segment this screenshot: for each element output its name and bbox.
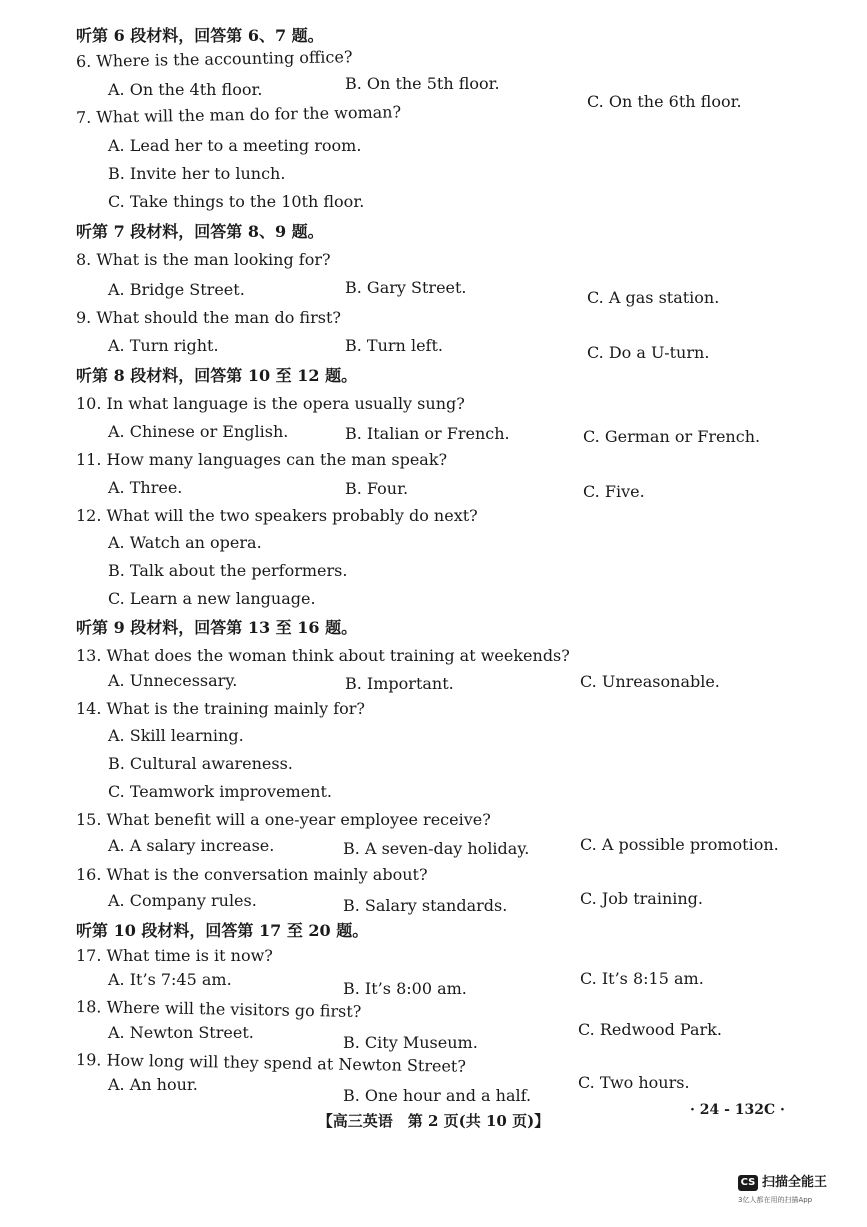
question-17-stem: 17. What time is it now? [76, 946, 273, 965]
question-7-option-b: B. Invite her to lunch. [108, 164, 286, 183]
question-9-option-c: C. Do a U-turn. [587, 343, 710, 362]
question-15-option-c: C. A possible promotion. [580, 835, 779, 854]
question-8-option-c: C. A gas station. [587, 288, 720, 307]
question-6-option-c: C. On the 6th floor. [587, 92, 742, 111]
question-7-option-c: C. Take things to the 10th floor. [108, 192, 365, 211]
question-17-option-b: B. It’s 8:00 am. [343, 979, 467, 998]
question-6-option-b: B. On the 5th floor. [345, 74, 500, 93]
question-19-option-b: B. One hour and a half. [343, 1086, 532, 1105]
question-9-option-a: A. Turn right. [108, 336, 219, 355]
question-7-stem: 7. What will the man do for the woman? [75, 102, 402, 127]
question-15-option-b: B. A seven-day holiday. [343, 839, 530, 858]
section-heading-6: 听第 6 段材料，回答第 6、7 题。 [76, 26, 324, 45]
scanner-app-name: 扫描全能王 [762, 1175, 828, 1190]
question-12-stem: 12. What will the two speakers probably do next? [76, 506, 478, 525]
question-6-stem: 6. Where is the accounting office? [75, 47, 353, 71]
question-16-option-a: A. Company rules. [108, 891, 257, 910]
question-13-option-a: A. Unnecessary. [108, 671, 238, 690]
scanner-tagline: 3亿人都在用的扫描App [738, 1196, 813, 1204]
question-8-option-b: B. Gary Street. [345, 278, 467, 297]
scanner-watermark [738, 1175, 858, 1215]
question-8-option-a: A. Bridge Street. [108, 280, 245, 299]
question-6-option-a: A. On the 4th floor. [108, 80, 263, 99]
question-12-option-a: A. Watch an opera. [108, 533, 262, 552]
question-16-stem: 16. What is the conversation mainly about? [76, 865, 428, 884]
question-15-stem: 15. What benefit will a one-year employee receive? [76, 810, 491, 829]
question-19-option-a: A. An hour. [108, 1075, 198, 1094]
question-19-stem: 19. How long will they spend at Newton Street? [75, 1050, 467, 1076]
exam-code: · 24 - 132C · [690, 1102, 785, 1118]
question-10-option-b: B. Italian or French. [345, 424, 510, 443]
question-17-option-a: A. It’s 7:45 am. [108, 970, 232, 989]
question-7-option-a: A. Lead her to a meeting room. [108, 136, 362, 155]
question-18-stem: 18. Where will the visitors go first? [75, 997, 362, 1021]
question-14-option-c: C. Teamwork improvement. [108, 782, 332, 801]
question-16-option-b: B. Salary standards. [343, 896, 508, 915]
question-10-option-c: C. German or French. [583, 427, 761, 446]
page-footer-label: 【高三英语 第 2 页(共 10 页)】 [317, 1112, 550, 1130]
question-18-option-b: B. City Museum. [343, 1033, 478, 1052]
question-13-option-c: C. Unreasonable. [580, 672, 720, 691]
question-19-option-c: C. Two hours. [578, 1073, 690, 1092]
question-11-stem: 11. How many languages can the man speak? [76, 450, 448, 469]
question-8-stem: 8. What is the man looking for? [76, 250, 331, 269]
question-12-option-c: C. Learn a new language. [108, 589, 316, 608]
question-16-option-c: C. Job training. [580, 889, 704, 908]
question-12-option-b: B. Talk about the performers. [108, 561, 348, 580]
question-10-stem: 10. In what language is the opera usually sung? [76, 394, 465, 413]
question-9-stem: 9. What should the man do first? [76, 308, 341, 327]
question-14-option-a: A. Skill learning. [108, 726, 244, 745]
section-heading-8: 听第 8 段材料，回答第 10 至 12 题。 [76, 366, 358, 385]
section-heading-9: 听第 9 段材料，回答第 13 至 16 题。 [76, 618, 358, 637]
question-18-option-c: C. Redwood Park. [578, 1020, 722, 1039]
question-11-option-b: B. Four. [345, 479, 409, 498]
question-17-option-c: C. It’s 8:15 am. [580, 969, 704, 988]
section-heading-10: 听第 10 段材料，回答第 17 至 20 题。 [76, 921, 369, 940]
question-15-option-a: A. A salary increase. [108, 836, 275, 855]
question-14-stem: 14. What is the training mainly for? [76, 699, 365, 718]
question-13-stem: 13. What does the woman think about training at weekends? [76, 646, 570, 665]
question-9-option-b: B. Turn left. [345, 336, 443, 355]
section-heading-7: 听第 7 段材料，回答第 8、9 题。 [76, 222, 324, 241]
question-14-option-b: B. Cultural awareness. [108, 754, 293, 773]
question-13-option-b: B. Important. [345, 674, 454, 693]
question-18-option-a: A. Newton Street. [108, 1023, 254, 1042]
scanner-logo-icon: CS [738, 1175, 758, 1191]
question-11-option-c: C. Five. [583, 482, 645, 501]
question-10-option-a: A. Chinese or English. [108, 422, 289, 441]
question-11-option-a: A. Three. [108, 478, 183, 497]
